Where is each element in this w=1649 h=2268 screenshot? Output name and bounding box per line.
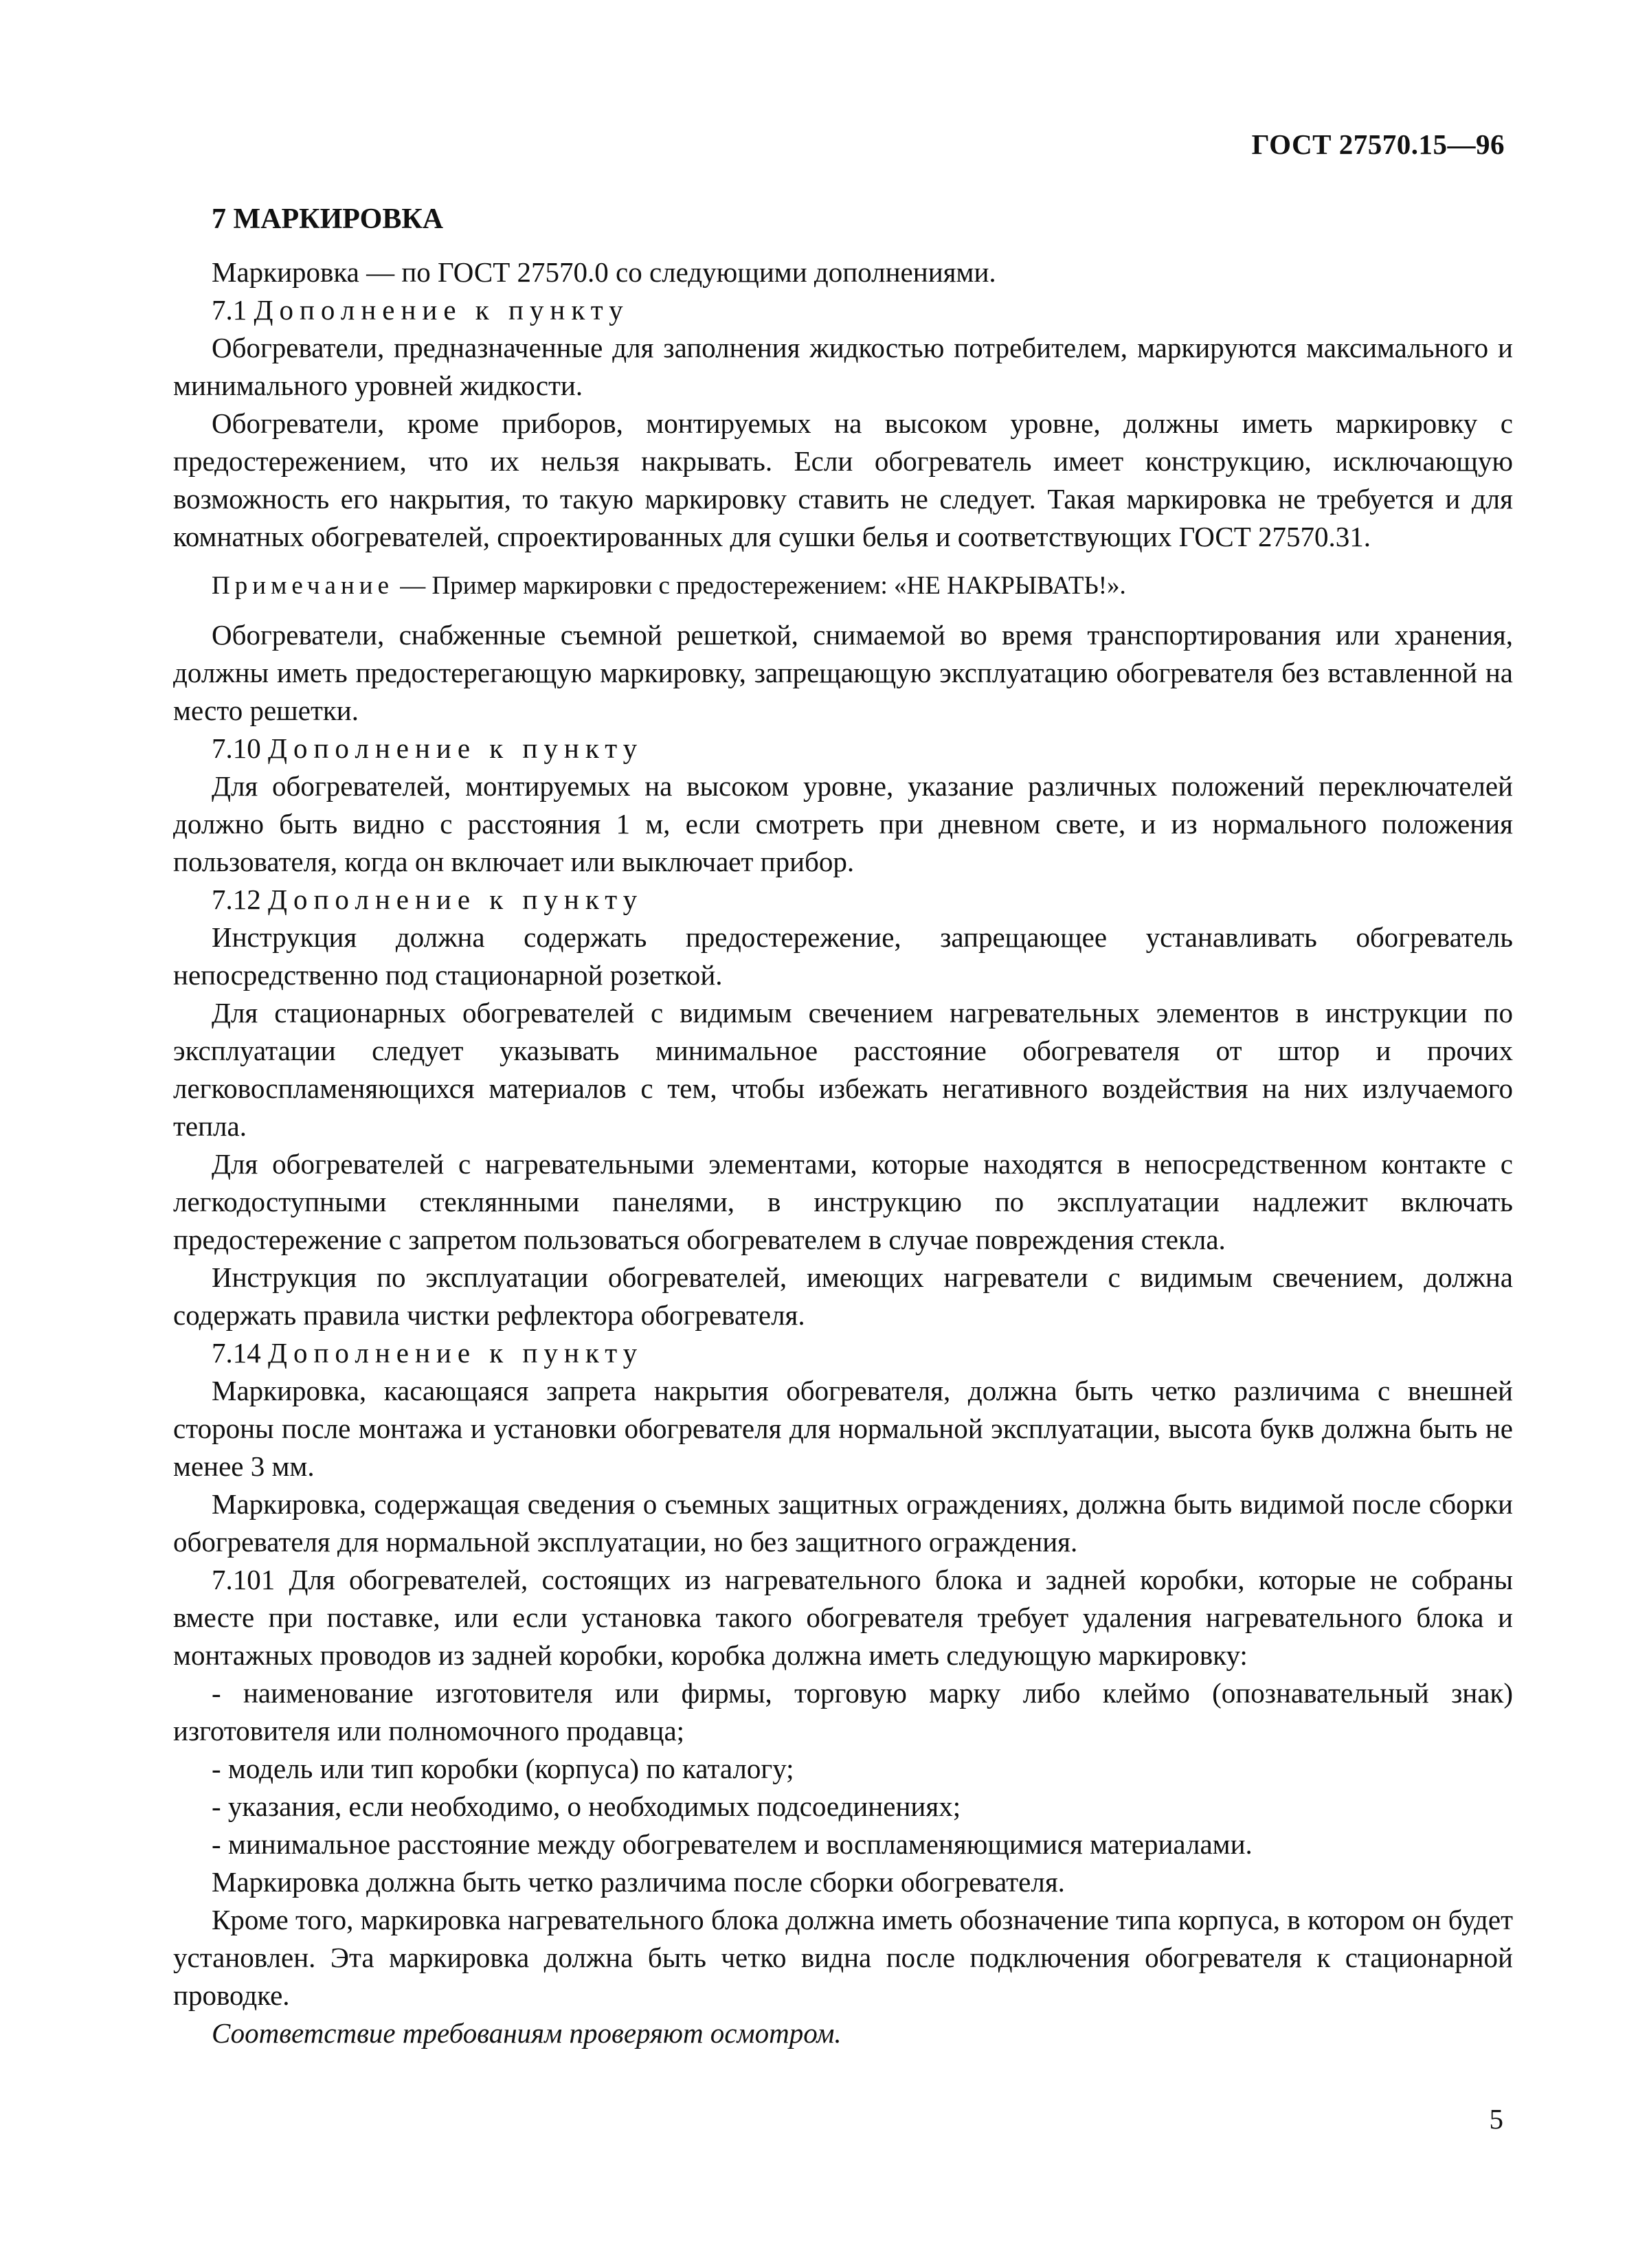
clause-number: 7.14 (212, 1337, 261, 1369)
list-item: - минимальное расстояние между обогревателем и воспламеняющимися материалами. (212, 1828, 1253, 1860)
clause-7-12-heading (173, 881, 1513, 919)
compliance-statement: Соответствие требованиям проверяют осмотром. (212, 2017, 842, 2049)
clause-label: Дополнение к пункту (268, 884, 644, 915)
clause-7-12-paragraph-4: Инструкция по эксплуатации обогревателей, имеющих нагреватели с видимым свечением, должна содержать правила чистки рефлектора обогревателя. (173, 1261, 1513, 1331)
clause-7-10-heading (173, 730, 1513, 767)
note-text: — Пример маркировки с предостережением: «НЕ НАКРЫВАТЬ!». (394, 572, 1126, 600)
clause-7-14-heading (173, 1334, 1513, 1372)
list-item: - указания, если необходимо, о необходимых подсоединениях; (212, 1790, 961, 1822)
clause-7-1-heading (173, 291, 1513, 329)
clause-7-14-paragraph-1: Маркировка, касающаяся запрета накрытия обогревателя, должна быть четко различима с внешней стороны после монтажа и установки обогревателя для нормальной эксплуатации, высота букв должна быть не менее 3 мм. (173, 1375, 1513, 1482)
clause-label: Дополнение к пункту (268, 1337, 644, 1369)
clause-7-101-paragraph-3: Кроме того, маркировка нагревательного блока должна иметь обозначение типа корпуса, в котором он будет установлен. Эта маркировка должна быть четко видна после подключения обогревателя к стационарной проводке. (173, 1904, 1513, 2011)
note (212, 568, 1513, 604)
clause-label: Дополнение к пункту (254, 294, 629, 326)
section-title: 7 МАРКИРОВКА (212, 203, 444, 235)
clause-7-1-paragraph-3: Обогреватели, снабженные съемной решеткой, снимаемой во время транспортирования или хранения, должны иметь предостерегающую маркировку, запрещающую эксплуатацию обогревателя без вставленной на место решетки. (173, 619, 1513, 726)
clause-number: 7.1 (212, 294, 247, 326)
clause-number: 7.12 (212, 884, 261, 915)
document-code: ГОСТ 27570.15—96 (1251, 128, 1505, 160)
clause-number: 7.10 (212, 732, 261, 764)
clause-7-14-paragraph-2: Маркировка, содержащая сведения о съемных защитных ограждениях, должна быть видимой после сборки обогревателя для нормальной эксплуатации, но без защитного ограждения. (173, 1488, 1513, 1558)
clause-7-1-paragraph-1: Обогреватели, предназначенные для заполнения жидкостью потребителем, маркируются максимального и минимального уровней жидкости. (173, 332, 1513, 401)
clause-7-12-paragraph-2: Для стационарных обогревателей с видимым свечением нагревательных элементов в инструкции по эксплуатации следует указывать минимальное расстояние обогревателя от штор и прочих легковоспламеняющихся материалов с тем, чтобы избежать негативного воздействия на них излучаемого тепла. (173, 997, 1513, 1142)
clause-7-12-paragraph-3: Для обогревателей с нагревательными элементами, которые находятся в непосредственном контакте с легкодоступными стеклянными панелями, в инструкцию по эксплуатации надлежит включать предостережение с запретом пользоваться обогревателем в случае повреждения стекла. (173, 1148, 1513, 1255)
list-item: - наименование изготовителя или фирмы, торговую марку либо клеймо (опознавательный знак) изготовителя или полномочного продавца; (173, 1677, 1513, 1747)
intro-paragraph: Маркировка — по ГОСТ 27570.0 со следующими дополнениями. (212, 256, 996, 288)
list-item: - модель или тип коробки (корпуса) по каталогу; (212, 1753, 794, 1784)
clause-7-101-paragraph-1: 7.101 Для обогревателей, состоящих из нагревательного блока и задней коробки, которые не собраны вместе при поставке, или если установка такого обогревателя требует удаления нагревательного блока и монтажных проводов из задней коробки, коробка должна иметь следующую маркировку: (173, 1564, 1513, 1671)
clause-7-101-paragraph-2: Маркировка должна быть четко различима после сборки обогревателя. (212, 1866, 1065, 1898)
page-number: 5 (1489, 2103, 1503, 2135)
clause-7-1-paragraph-2: Обогреватели, кроме приборов, монтируемых на высоком уровне, должны иметь маркировку с предостережением, что их нельзя накрывать. Если обогреватель имеет конструкцию, исключающую возможность его накрытия, то такую маркировку ставить не следует. Такая маркировка не требуется и для комнатных обогревателей, спроектированных для сушки белья и соответствующих ГОСТ 27570.31. (173, 407, 1513, 552)
clause-label: Дополнение к пункту (268, 732, 644, 764)
document-body (173, 201, 1513, 2052)
clause-7-10-paragraph-1: Для обогревателей, монтируемых на высоком уровне, указание различных положений переключателей должно быть видно с расстояния 1 м, если смотреть при дневном свете, и из нормального положения пользователя, когда он включает или выключает прибор. (173, 770, 1513, 877)
clause-7-12-paragraph-1: Инструкция должна содержать предостережение, запрещающее устанавливать обогреватель непосредственно под стационарной розеткой. (173, 921, 1513, 991)
note-label: Примечание (212, 572, 394, 600)
